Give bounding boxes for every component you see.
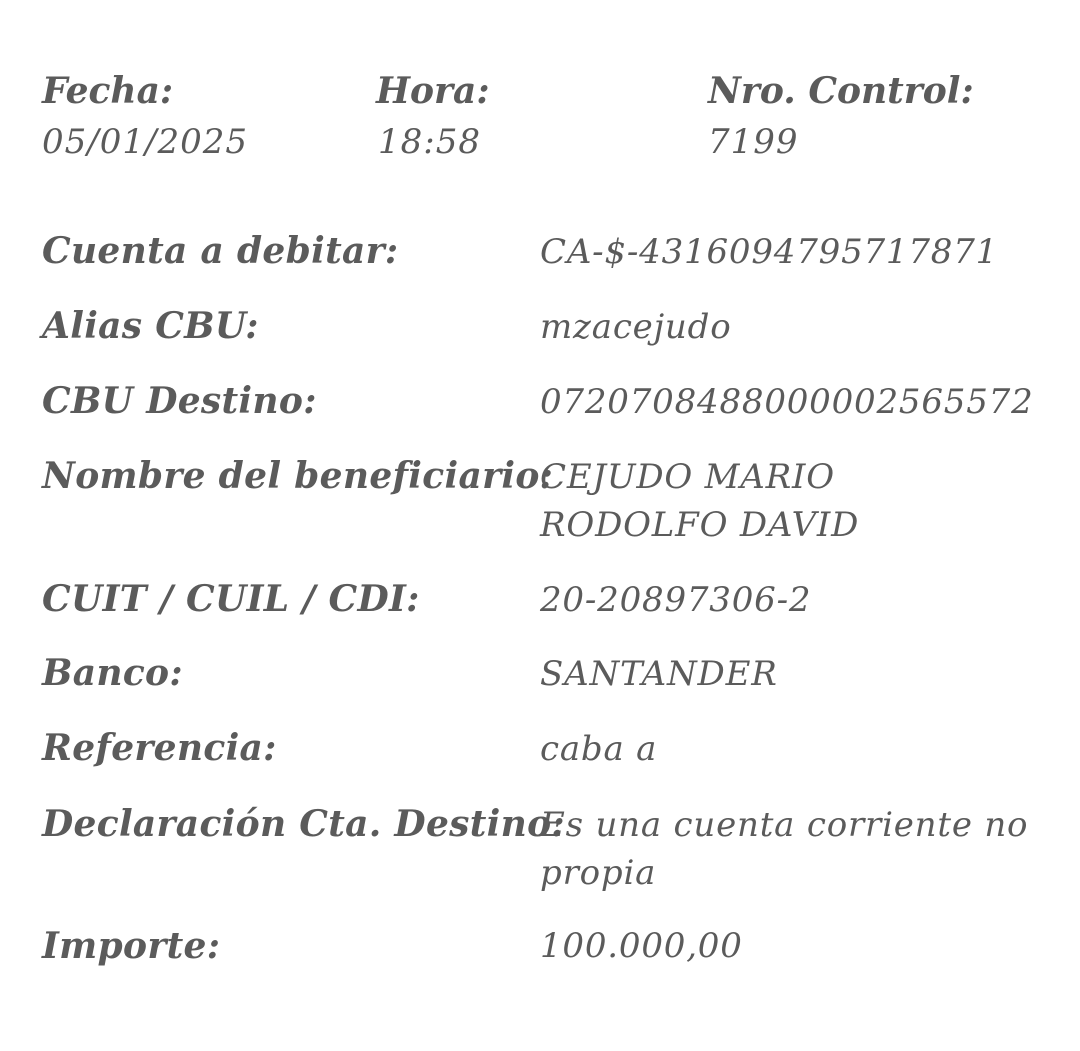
fecha-value: 05/01/2025 [42,122,248,162]
cbu-value: 0720708488000002565572 [540,382,1034,422]
nombre-label: Nombre del beneficiario: [42,455,554,497]
control-label: Nro. Control: [708,70,974,112]
cuit-value: 20-20897306-2 [540,580,812,620]
alias-value: mzacejudo [540,307,732,347]
importe-label: Importe: [42,925,221,967]
referencia-value: caba a [540,729,658,769]
hora-label: Hora: [376,70,490,112]
declaracion-label: Declaración Cta. Destino: [42,803,565,845]
hora-value: 18:58 [378,122,481,162]
importe-value: 100.000,00 [540,926,743,966]
control-value: 7199 [708,122,799,162]
declaracion-value: Es una cuenta corriente no propia [540,805,1029,893]
banco-label: Banco: [42,652,183,694]
cuenta-label: Cuenta a debitar: [42,230,399,272]
alias-label: Alias CBU: [42,305,259,347]
banco-value: SANTANDER [540,654,778,694]
fecha-label: Fecha: [42,70,174,112]
nombre-value: CEJUDO MARIO RODOLFO DAVID [540,457,860,545]
cuit-label: CUIT / CUIL / CDI: [42,578,420,620]
cuenta-value: CA-$-4316094795717871 [540,232,999,272]
cbu-label: CBU Destino: [42,380,317,422]
referencia-label: Referencia: [42,727,277,769]
